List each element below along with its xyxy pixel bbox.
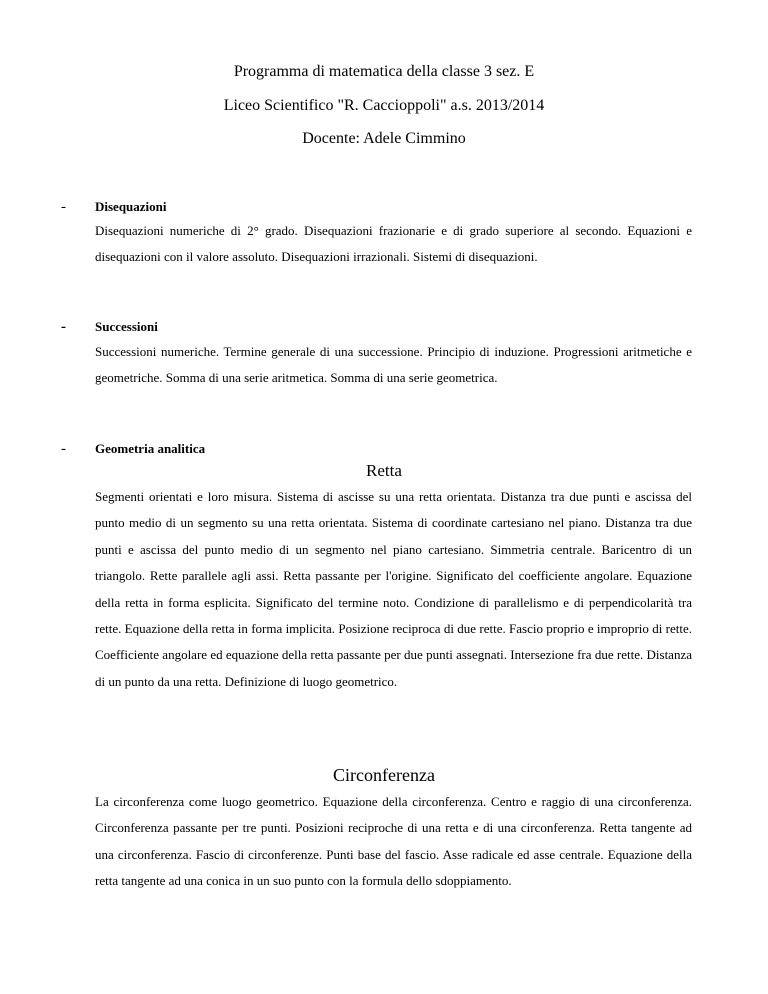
section-bullet: -: [61, 199, 66, 215]
section-bullet: -: [61, 441, 66, 457]
section-title: Geometria analitica: [95, 441, 206, 456]
subsection-text-circonferenza: La circonferenza come luogo geometrico. Equazione della circonferenza. Centro e raggio di una circonferenza. Circonferenza passante per tre punti. Posizioni reciproche di una retta e di una circonferenza. Retta tangente ad una circonferenza. Fascio di circonferenze. Punti base del fascio. Asse radicale ed asse centrale. Equazione della retta tangente ad una conica in un suo punto con la formula dello sdoppiamento.: [95, 794, 692, 889]
subsection-text-retta: Segmenti orientati e loro misura. Sistema di ascisse su una retta orientata. Distanza tra due punti e ascissa del punto medio di un segmento su una retta orientata. Sistema di coordinate cartesiano nel piano. Distanza tra due punti e ascissa del punto medio di un segmento nel piano cartesiano. Simmetria centrale. Baricentro di un triangolo. Rette parallele agli assi. Retta passante per l'origine. Significato del coefficiente angolare. Equazione della retta in forma esplicita. Significato del termine noto. Condizione di parallelismo e di perpendicolarità tra rette. Equazione della retta in forma implicita. Posizione reciproca di due rette. Fascio proprio e improprio di rette. Coefficiente angolare ed equazione della retta passante per due punti assegnati. Intersezione fra due rette. Distanza di un punto da una retta. Definizione di luogo geometrico.: [95, 489, 692, 689]
teacher-name: Docente: Adele Cimmino: [302, 130, 466, 147]
school-name: Liceo Scientifico "R. Caccioppoli" a.s. 2013/2014: [223, 97, 545, 114]
section-title: Disequazioni: [95, 199, 167, 214]
section-title: Successioni: [95, 319, 158, 334]
section-bullet: -: [61, 319, 66, 335]
section-text: Successioni numeriche. Termine generale di una successione. Principio di induzione. Progressioni aritmetiche e geometriche. Somma di una serie aritmetica. Somma di una serie geometrica.: [95, 344, 692, 386]
document-title: Programma di matematica della classe 3 sez. E: [233, 63, 535, 80]
subsection-title-retta: Retta: [366, 461, 402, 480]
subsection-title-circonferenza: Circonferenza: [333, 765, 435, 785]
section-text: Disequazioni numeriche di 2° grado. Disequazioni frazionarie e di grado superiore al secondo. Equazioni e disequazioni con il valore assoluto. Disequazioni irrazionali. Sistemi di disequazioni.: [95, 223, 692, 265]
